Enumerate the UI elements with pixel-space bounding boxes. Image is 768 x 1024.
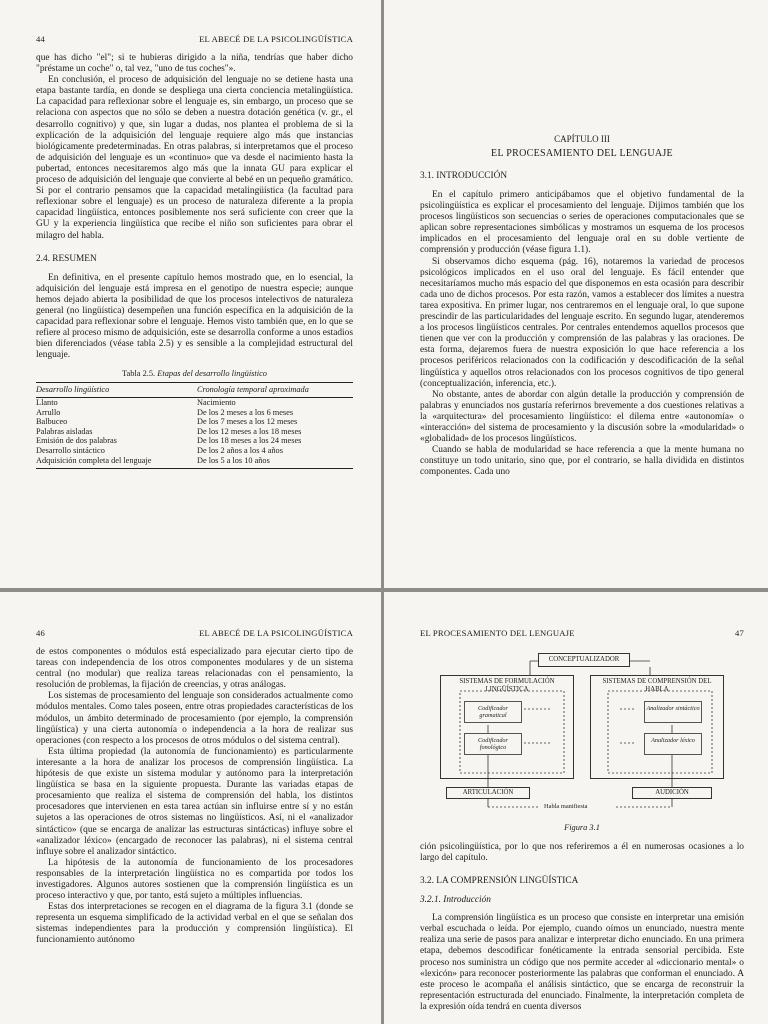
stage-cell: Palabras aisladas [36,426,93,436]
table-row [36,446,353,456]
table-caption [36,369,353,378]
articulation-box: ARTICULACIÓN [446,787,530,799]
paragraph: La comprensión lingüística es un proceso que consiste en interpretar una emisión verbal escuchada o leída. Por ejemplo, cuando oímos un enunciado, nuestra mente realiza una serie de pasos para analizar e interpretar dicho enunciado. En una primera etapa, debemos descodificar fonéticamente la entrada sensorial percibida. Este proceso nos suministra un código que nos permite acceder al «diccionario mental» o «lexicón» para reconocer posteriormente las palabras que conforman el enunciado. A este proceso le acompaña el análisis sintáctico, que se encarga de reconstruir la representación estructurada del enunciado. Finalmente, la interpretación completa de la expresión oída tendrá en cuenta diversos [420,913,744,1012]
table-label: Tabla 2.5. [122,369,156,379]
subsection-heading: 3.2.1. Introducción [420,895,491,906]
table-title: Etapas del desarrollo lingüístico [157,369,267,379]
table-row [36,427,353,437]
page-46 [0,592,381,1024]
page-45 [384,0,768,588]
page-number: 44 [36,34,45,44]
column-header: Desarrollo lingüístico [36,385,110,395]
stage-cell: Balbuceo [36,417,68,427]
paragraph: En el capítulo primero anticipábamos que el objetivo fundamental de la psicolingüística es explicar el procesamiento del lenguaje. Dijimos también que los procesos lingüísticos son secuencias o series de operaciones computacionales que se aplican sobre representaciones simbólicas y mostramos un esquema de los procesos implicados en el procesamiento del lenguaje oral en su doble vertiente de comprensión y producción (véase figura 1.1). [420,190,744,256]
stage-cell: Emisión de dos palabras [36,436,117,446]
age-cell: De los 2 meses a los 6 meses [196,407,294,417]
stage-cell: Adquisición completa del lenguaje [36,456,197,469]
page-number: 47 [735,628,744,638]
figure-caption: Figura 3.1 [564,823,600,832]
paragraph: Si observamos dicho esquema (pág. 16), notaremos la variedad de procesos psicológicos implicados en el uso oral del lenguaje. Es fácil entender que necesitaríamos mucho más espacio del que disponemos en esta ocasión para describir cada uno de dichos procesos. Por esta razón, vamos a establecer dos límites a nuestra tarea expositiva. En primer lugar, nos centraremos en el lenguaje oral, lo que supone prescindir de las particularidades del lenguaje escrito. En segundo lugar, atenderemos a los procesos lingüísticos centrales. Por centrales entendemos aquellos procesos que tienen que ver con la producción y comprensión de las palabras y las oraciones. De esta forma, dejaremos fuera de nuestra exposición lo que hace referencia a los procesos periféricos relacionados con la codificación y descodificación de la señal lingüística y aquellos otros relacionados con los procesos cognitivos de tipo general (conceptualización, inferencia, etc.). [420,256,744,389]
paragraph: ción psicolingüística, por lo que nos referiremos a él en numerosas ocasiones a lo largo del capítulo. [420,842,744,864]
age-cell: Nacimiento [196,397,236,407]
stages-table [36,382,353,469]
conceptualizer-box: CONCEPTUALIZADOR [538,653,630,667]
paragraph: Los sistemas de procesamiento del lenguaje son considerados actualmente como módulos mentales. Como tales poseen, entre otras propiedades características de los módulos, un ámbito determinado de procesamiento (por ejemplo, la comprensión lingüística) y una cierta autonomía o independencia a la hora de realizar sus operaciones (con respecto a los procesos de otros módulos o del sistema central). [36,691,353,746]
age-cell: De los 5 a los 10 años [197,456,353,469]
stage-cell: Llanto [36,397,58,407]
age-cell: De los 12 meses a los 18 meses [196,426,302,436]
paragraph: La hipótesis de la autonomía de funcionamiento de los procesadores responsables de la interpretación lingüística no es compartida por todos los investigadores. Algunos autores sostienen que la comprensión lingüística es un proceso interactivo y que, por tanto, está sujeto a múltiples influencias. [36,857,353,902]
paragraph: En conclusión, el proceso de adquisición del lenguaje no se detiene hasta una etapa bastante tardía, en donde se despliega una cierta conciencia metalingüística. La capacidad para reflexionar sobre el lenguaje es, sin embargo, un proceso que se relaciona con aspectos que no sólo se deben a nuestra dotación genética (v. gr., el desarrollo cognitivo) y que, sin lugar a dudas, nos plantea el problema de si la explicación de la adquisición del lenguaje requiere algo más que instancias biológicamente predeterminadas. En otras palabras, si interpretamos que el proceso de adquisición del lenguaje es un «continuo» que va desde el nacimiento hasta la pubertad, entonces necesitaremos algo más que la innata GU para explicar el proceso de adquisición del lenguaje que convierte al bebé en un pequeño gramático. Si por el contrario pensamos que la capacidad metalingüística (la facultad para reflexionar sobre el lenguaje) es un proceso de naturaleza diferente a la propia capacidad lingüística, entonces posiblemente nos será suficiente con creer que la GU y la experiencia lingüística que recibe el niño son suficientes para obrar el milagro del habla. [36,75,353,241]
section-heading: 3.2. LA COMPRENSIÓN LINGÜÍSTICA [420,876,579,887]
audition-box: AUDICIÓN [632,787,712,799]
running-title: EL PROCESAMIENTO DEL LENGUAJE [420,628,575,638]
stage-cell: Arrullo [36,407,61,417]
running-header [36,34,353,44]
table-row [36,397,353,407]
formulation-systems-box [440,675,574,779]
running-header [36,628,353,638]
column-header: Cronología temporal aproximada [196,385,309,395]
table-row [36,456,353,469]
syntactic-analyzer-box: Analizador sintáctico [644,701,702,723]
running-header [420,628,744,638]
page-47 [384,592,768,1024]
paragraph: que has dicho "el"; si te hubieras dirigido a la niña, tendrías que haber dicho "préstame un coche" o, tal vez, "uno de tus coches"». [36,53,353,75]
phonological-encoder-box: Codificador fonológico [464,733,522,755]
comprehension-systems-box [590,675,724,779]
table-row [36,436,353,446]
paragraph: Estas dos interpretaciones se recogen en el diagrama de la figura 3.1 (donde se representa un esquema simplificado de la actividad verbal en el que se señalan dos sistemas independientes para la producción y comprensión lingüística). El funcionamiento autónomo [36,902,353,946]
table-header-row [36,383,353,398]
formulation-label: SISTEMAS DE FORMULACIÓN LINGÜÍSTICA [459,678,555,693]
table-row [36,408,353,418]
paragraph: No obstante, antes de abordar con algún detalle la producción y comprensión de palabras y enunciados nos gustaría referirnos brevemente a dos cuestiones relativas a la «arquitectura» del procesamiento lingüístico: el dilema entre «autonomía» o «interacción» del sistema de procesamiento y la discusión sobre la «modularidad» o «globalidad» de los procesos lingüísticos. [420,389,744,445]
paragraph: Cuando se habla de modularidad se hace referencia a que la mente humana no constituye un todo unitario, sino que, por el contrario, se halla dividida en distintos componentes. Cada uno [420,445,744,478]
section-heading: 2.4. RESUMEN [36,253,97,264]
paragraph: Esta última propiedad (la autonomía de funcionamiento) es particularmente interesante a la hora de analizar los procesos de comprensión lingüística. La hipótesis de que existe un sistema modular y autónomo para la interpretación lingüística se basa en la siguiente propuesta. Durante las variadas etapas de procesamiento que realiza el sistema de comprensión del habla, los distintos procesadores que intervienen en esta tarea actúan sin influirse entre sí y no están sujetos a las operaciones de otros sistemas no lingüísticos. Así, ni el «analizador sintáctico» (que se encarga de analizar las estructuras sintácticas) influye sobre el «analizador léxico» (encargado de reconocer las palabras), ni el sistema central influye sobre el analizador sintáctico. [36,746,353,857]
grammatical-encoder-box: Codificador gramatical [464,701,522,723]
overt-speech-label: Habla manifiesta [544,803,588,810]
age-cell: De los 18 meses a los 24 meses [196,436,302,446]
comprehension-label: SISTEMAS DE COMPRENSIÓN DEL HABLA [602,678,712,693]
stage-cell: Desarrollo sintáctico [36,445,105,455]
age-cell: De los 2 años a los 4 años [196,445,283,455]
section-heading: 3.1. INTRODUCCIÓN [420,171,508,181]
paragraph: En definitiva, en el presente capítulo hemos mostrado que, en lo esencial, la adquisición del lenguaje está impresa en el genotipo de nuestra especie; aunque hemos dejado abierta la posibilidad de que los procesos intelectivos de naturaleza general (no lingüística) desempeñen una función específica en la adquisición de la capacidad para reflexionar sobre el lenguaje. Hemos visto también que, en lo que se refiere al proceso mismo de adquisición, este se desarrolla conforme a unos estadios bien diferenciados (véase tabla 2.5) y es sensible a la complejidad estructural del lenguaje. [36,272,353,361]
running-title: EL ABECÉ DE LA PSICOLINGÜÍSTICA [199,628,353,638]
chapter-title: EL PROCESAMIENTO DEL LENGUAJE [491,148,673,159]
running-title: EL ABECÉ DE LA PSICOLINGÜÍSTICA [199,34,353,44]
table-row [36,417,353,427]
chapter-label: CAPÍTULO III [554,134,610,144]
paragraph: de estos componentes o módulos está especializado para ejecutar cierto tipo de tareas con independencia de los otros componentes modulares y de un sistema central (no modular) que realiza tareas relacionadas con el pensamiento, la resolución de problemas, la fijación de creencias, y otras análogas. [36,647,353,691]
page-44 [0,0,381,588]
page-number: 46 [36,628,45,638]
age-cell: De los 7 meses a los 12 meses [196,417,298,427]
figure-3-1-diagram [420,647,744,817]
lexical-analyzer-box: Analizador léxico [644,733,702,755]
